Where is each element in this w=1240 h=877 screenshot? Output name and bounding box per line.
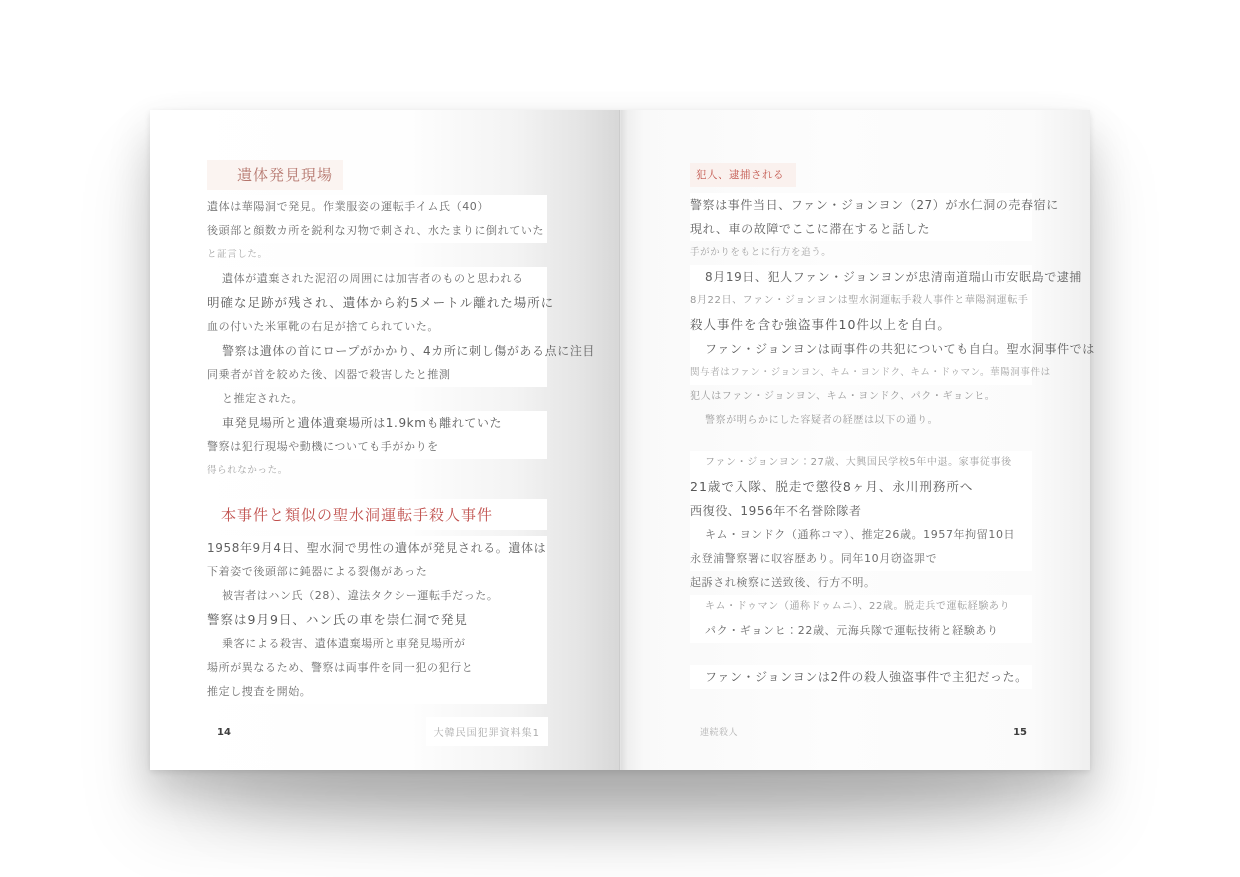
text-line: 明確な足跡が残され、遺体から約5メートル離れた場所に [207, 291, 547, 315]
text-line: ファン・ジョンヨンは2件の殺人強盗事件で主犯だった。 [690, 665, 1032, 689]
text-line: 8月19日、犯人ファン・ジョンヨンが忠清南道瑞山市安眠島で逮捕 [690, 265, 1032, 289]
page-right [620, 110, 1095, 770]
text-line: 得られなかった。 [207, 465, 288, 476]
text-line: 血の付いた米軍靴の右足が捨てられていた。 [207, 315, 547, 339]
spacer [690, 433, 1032, 451]
section-heading-arrest: 犯人、逮捕される [690, 163, 796, 187]
text-line: 乗客による殺害、遺体遺棄場所と車発見場所が [207, 632, 547, 656]
text-line: 警察は事件当日、ファン・ジョンヨン（27）が水仁洞の売春宿に [690, 193, 1032, 217]
text-line: 下着姿で後頭部に鈍器による裂傷があった [207, 560, 547, 584]
text-line: 殺人事件を含む強盗事件10件以上を自白。 [690, 313, 1032, 337]
page-number: 14 [217, 727, 231, 738]
text-line: キム・ヨンドク（通称コマ）、推定26歳。1957年拘留10日 [690, 523, 1032, 547]
text-line: ファン・ジョンヨン：27歳、大興国民学校5年中退。家事従事後 [690, 451, 1032, 475]
book-drop-shadow [210, 760, 1030, 830]
text-line: 手がかりをもとに行方を追う。 [690, 247, 832, 258]
text-line: 場所が異なるため、警察は両事件を同一犯の犯行と [207, 656, 547, 680]
text-line: 警察は犯行現場や動機についても手がかりを [207, 435, 547, 459]
section-heading-similar-case: 本事件と類似の聖水洞運転手殺人事件 [207, 499, 547, 530]
text-line: 永登浦警察署に収容歴あり。同年10月窃盗罪で [690, 547, 1032, 571]
open-book-spread [150, 110, 1095, 770]
text-line: 車発見場所と遺体遺棄場所は1.9kmも離れていた [207, 411, 547, 435]
book-spine [619, 110, 621, 770]
text-line: 21歳で入隊、脱走で懲役8ヶ月、永川刑務所へ [690, 475, 1032, 499]
text-line: と推定された。 [222, 392, 304, 405]
text-line: 被害者はハン氏（28）、違法タクシー運転手だった。 [207, 584, 547, 608]
text-line: 警察は9月9日、ハン氏の車を崇仁洞で発見 [207, 608, 547, 632]
page-right-content [690, 163, 1095, 689]
running-footer: 連続殺人 [700, 728, 739, 738]
section-heading-discovery-site: 遺体発見現場 [207, 160, 343, 190]
text-line: 起訴され検察に送致後、行方不明。 [690, 576, 876, 589]
spacer [690, 643, 1032, 665]
text-line: 警察は遺体の首にロープがかかり、4カ所に刺し傷がある点に注目 [207, 339, 547, 363]
text-line: 8月22日、ファン・ジョンヨンは聖水洞運転手殺人事件と華陽洞運転手 [690, 289, 1032, 313]
text-line: 推定し捜査を開始。 [207, 680, 547, 704]
text-line: 後頭部と顔数カ所を鋭利な刃物で刺され、水たまりに倒れていた [207, 219, 547, 243]
text-line: 同乗者が首を絞めた後、凶器で殺害したと推測 [207, 363, 547, 387]
page-left [150, 110, 620, 770]
running-title: 大韓民国犯罪資料集1 [426, 717, 548, 746]
text-line: 遺体は華陽洞で発見。作業服姿の運転手イム氏（40） [207, 195, 547, 219]
page-number: 15 [1013, 727, 1027, 738]
text-line: 西復役、1956年不名誉除隊者 [690, 499, 1032, 523]
text-line: 現れ、車の故障でここに滞在すると話した [690, 217, 1032, 241]
text-line: 警察が明らかにした容疑者の経歴は以下の通り。 [705, 415, 939, 426]
text-line: 関与者はファン・ジョンヨン、キム・ヨンドク、キム・ドゥマン。華陽洞事件は [690, 361, 1032, 385]
page-left-content [207, 160, 596, 704]
text-line: 遺体が遺棄された泥沼の周囲には加害者のものと思われる [207, 267, 547, 291]
text-line: 犯人はファン・ジョンヨン、キム・ヨンドク、パク・ギョンヒ。 [690, 391, 996, 402]
text-line: ファン・ジョンヨンは両事件の共犯についても自白。聖水洞事件では [690, 337, 1032, 361]
text-line: 1958年9月4日、聖水洞で男性の遺体が発見される。遺体は [207, 536, 547, 560]
text-line: キム・ドゥマン（通称ドゥムニ）、22歳。脱走兵で運転経験あり [690, 595, 1032, 619]
text-line: と証言した。 [207, 249, 268, 260]
text-line: パク・ギョンヒ：22歳、元海兵隊で運転技術と経験あり [690, 619, 1032, 643]
